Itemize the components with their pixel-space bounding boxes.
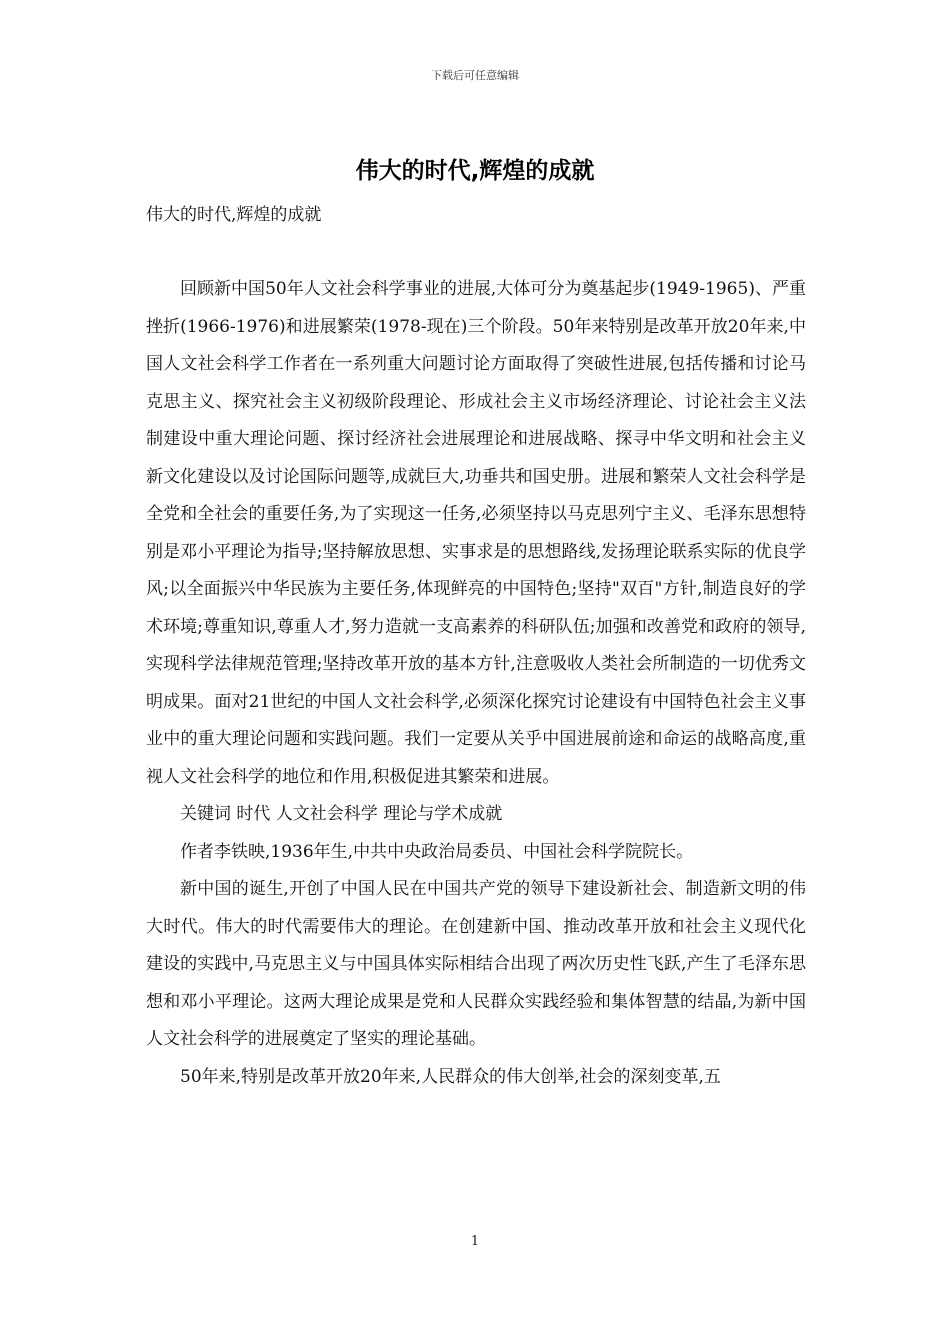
body-paragraph: 新中国的诞生,开创了中国人民在中国共产党的领导下建设新社会、制造新文明的伟大时代。伟大的时代需要伟大的理论。在创建新中国、推动改革开放和社会主义现代化建设的实践中,马克思主义与中国具体实际相结合出现了两次历史性飞跃,产生了毛泽东思想和邓小平理论。这两大理论成果是党和人民群众实践经验和集体智慧的结晶,为新中国人文社会科学的进展奠定了坚实的理论基础。 [146, 879, 806, 1049]
document-subtitle: 伟大的时代,辉煌的成就 [146, 205, 322, 225]
body-paragraph: 50年来,特别是改革开放20年来,人民群众的伟大创举,社会的深刻变革,五 [180, 1066, 721, 1087]
keywords-paragraph: 关键词 时代 人文社会科学 理论与学术成就 [180, 804, 503, 824]
document-title: 伟大的时代,辉煌的成就 [355, 158, 595, 184]
header-note: 下载后可任意编辑 [431, 69, 519, 82]
author-paragraph: 作者李铁映,1936年生,中共中央政治局委员、中国社会科学院院长。 [180, 841, 694, 862]
body-text [146, 271, 806, 1096]
page-number: 1 [470, 1234, 480, 1249]
abstract-paragraph: 回顾新中国50年人文社会科学事业的进展,大体可分为奠基起步(1949-1965)、严重挫折(1966-1976)和进展繁荣(1978-现在)三个阶段。50年来特别是改革开放20年来,中国人文社会科学工作者在一系列重大问题讨论方面取得了突破性进展,包括传播和讨论马克思主义、探究社会主义初级阶段理论、形成社会主义市场经济理论、讨论社会主义法制建设中重大理论问题、探讨经济社会进展理论和进展战略、探寻中华文明和社会主义新文化建设以及讨论国际问题等,成就巨大,功垂共和国史册。进展和繁荣人文社会科学是全党和全社会的重要任务,为了实现这一任务,必须坚持以马克思列宁主义、毛泽东思想特别是邓小平理论为指导;坚持解放思想、实事求是的思想路线,发扬理论联系实际的优良学风;以全面振兴中华民族为主要任务,体现鲜亮的中国特色;坚持"双百"方针,制造良好的学术环境;尊重知识,尊重人才,努力造就一支高素养的科研队伍;加强和改善党和政府的领导,实现科学法律规范管理;坚持改革开放的基本方针,注意吸收人类社会所制造的一切优秀文明成果。面对21世纪的中国人文社会科学,必须深化探究讨论建设有中国特色社会主义事业中的重大理论问题和实践问题。我们一定要从关乎中国进展前途和命运的战略高度,重视人文社会科学的地位和作用,积极促进其繁荣和进展。 [146, 279, 806, 787]
